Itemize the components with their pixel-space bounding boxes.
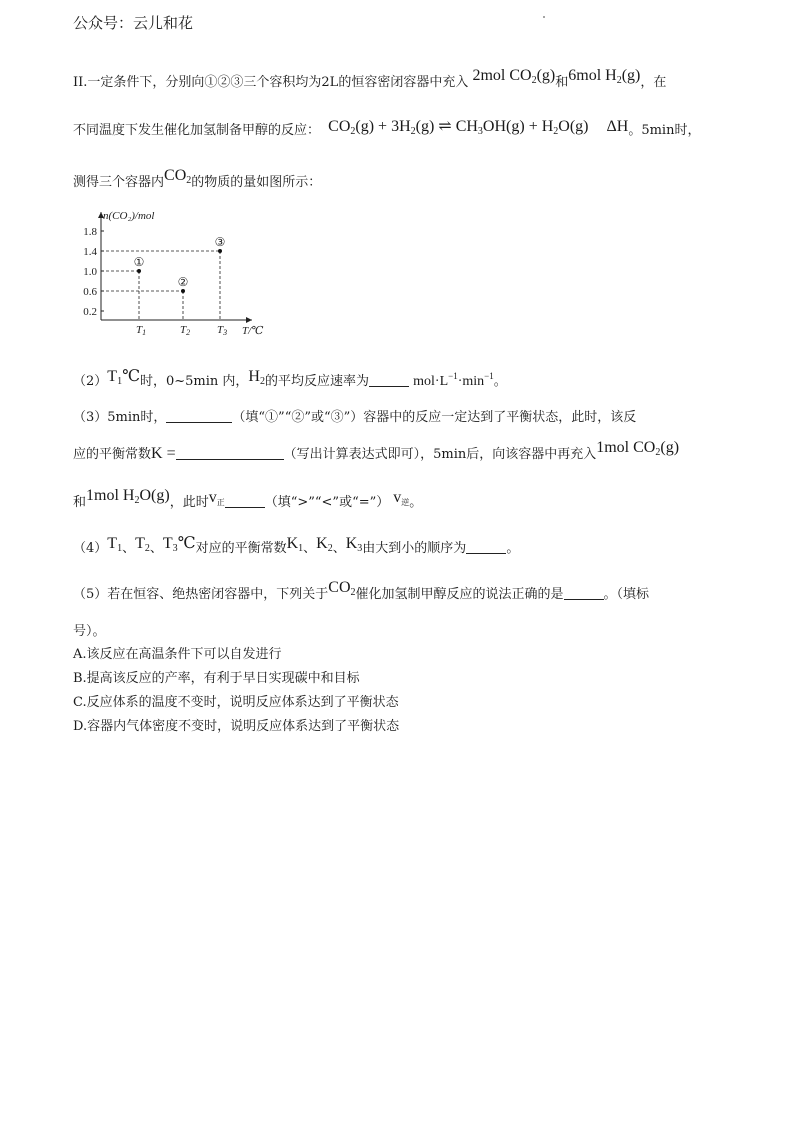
k1-symbol: $K_1$ — [286, 535, 304, 554]
intro-line-2: 不同温度下发生催化加氢制备甲醇的反应： $CO_2(g) + 3H_2(g)$ ⇌ $CH_3OH(g) + H_2O(g)$ ΔH。5min时， — [73, 118, 701, 138]
reaction-equation: $CO_2(g) + 3H_2(g)$ ⇌ $CH_3OH(g) + H_2O(g)$ ΔH — [328, 118, 629, 137]
question-3-line-1: （3）5min时， （填“①”“②”或“③”）容器中的反应一定达到了平衡状态，此时，该反 — [73, 410, 637, 425]
v-forward: $v_正$ — [208, 489, 225, 507]
option-a: A.该反应在高温条件下可以自发进行 — [73, 647, 282, 662]
t1-symbol: $T_1$ — [107, 535, 123, 554]
x-axis-label: T/℃ — [242, 325, 264, 337]
h2-formula: $H_2$ — [248, 368, 265, 387]
t1-temp: $T_1℃$ — [107, 368, 140, 387]
t3-symbol: $T_3℃$ — [162, 535, 196, 554]
question-3-line-2: 应的平衡常数K = （写出计算表达式即可），5min后，向该容器中再充入1mol $CO_2(g)$ — [73, 439, 680, 462]
intro-line-1: II.一定条件下，分别向①②③三个容积均为2L的恒容密闭容器中充入 2mol $CO_2(g)$和6mol $H_2(g)$，在 — [73, 67, 667, 90]
option-c: C.反应体系的温度不变时，说明反应体系达到了平衡状态 — [73, 695, 399, 710]
delta-h: ΔH — [606, 118, 629, 135]
h2o-add: 1mol $H_2O(g)$ — [86, 487, 170, 506]
question-3-line-3: 和1mol $H_2O(g)$，此时$v_正$ （填“>”“<”或“=”） $v_逆$。 — [73, 487, 423, 510]
answer-blank-5[interactable] — [564, 585, 604, 600]
option-b: B.提高该反应的产率，有利于早日实现碳中和目标 — [73, 671, 360, 686]
co2-formula-q5: $CO_2$ — [328, 579, 356, 598]
question-5-line-1: （5）若在恒容、绝热密闭容器中，下列关于$CO_2$催化加氢制甲醇反应的说法正确的是 。（填标 — [73, 579, 650, 602]
y-tick-label: 1.4 — [83, 246, 97, 258]
y-tick-label: 1.8 — [83, 226, 97, 238]
rate-unit: $mol\cdot L^{-1}\cdot\min^{-1}$ — [413, 371, 494, 389]
option-d: D.容器内气体密度不变时，说明反应体系达到了平衡状态 — [73, 719, 400, 734]
x-axis-arrow — [246, 317, 252, 323]
intro-line-3: 测得三个容器内$CO_2$的物质的量如图所示： — [73, 167, 322, 190]
x-tick-sub: 3 — [223, 328, 228, 337]
v-reverse: $v_逆$ — [393, 489, 410, 507]
data-point — [137, 269, 141, 273]
stray-dot — [543, 16, 545, 18]
point-label: ② — [177, 275, 189, 289]
and-text: 和 — [555, 75, 569, 90]
co2-formula: $CO_2$ — [164, 167, 192, 186]
k3-symbol: $K_3$ — [345, 535, 363, 554]
answer-blank-3b[interactable] — [176, 445, 284, 460]
y-tick-label: 0.2 — [83, 306, 97, 318]
answer-blank-3a[interactable] — [166, 408, 232, 423]
reaction-intro: 不同温度下发生催化加氢制备甲醇的反应： — [73, 123, 321, 138]
y-tick-label: 0.6 — [83, 286, 97, 298]
x-tick-sub: 2 — [186, 328, 191, 337]
data-point — [181, 289, 185, 293]
point-label: ① — [133, 255, 145, 269]
t2-symbol: $T_2$ — [135, 535, 150, 554]
x-tick-label: T3 — [217, 324, 228, 337]
volume: 2L — [321, 75, 339, 90]
x-tick-label: T1 — [136, 324, 147, 337]
co2-add: 1mol $CO_2(g)$ — [596, 439, 680, 458]
answer-blank-4[interactable] — [466, 539, 506, 554]
header-title: 公众号：云儿和花 — [73, 14, 194, 32]
intro-text-a: II.一定条件下，分别向①②③三个容积均为 — [73, 75, 322, 90]
answer-blank-2[interactable] — [369, 372, 409, 387]
x-tick-label: T2 — [180, 324, 191, 337]
x-tick-sub: 1 — [142, 328, 147, 337]
question-2: $(2)T_1℃$时，0~5min 内，$H_2$的平均反应速率为 $mol\cdot L^{-1}\cdot\min^{-1}$。 — [73, 368, 507, 389]
k-symbol: K = — [151, 445, 176, 462]
data-point — [218, 249, 222, 253]
answer-blank-3c[interactable] — [225, 493, 265, 508]
point-label: ③ — [214, 235, 226, 249]
question-5-line-2: 号）。 — [73, 624, 106, 639]
co2-chart — [70, 200, 270, 340]
intro-text-c: 的恒容密闭容器中充入 — [338, 75, 469, 90]
co2-amount: 2mol $CO_2(g)$ — [472, 67, 556, 86]
y-axis-label: n(CO₂)/mol — [103, 210, 155, 222]
h2-amount: 6mol $H_2(g)$ — [568, 67, 641, 86]
k2-symbol: $K_2$ — [316, 535, 333, 554]
question-4: $(4)T_1$、$T_2$、$T_3℃$对应的平衡常数$K_1$、$K_2$、$K_3$由大到小的顺序为 。 — [73, 535, 520, 556]
y-tick-label: 1.0 — [83, 266, 97, 278]
